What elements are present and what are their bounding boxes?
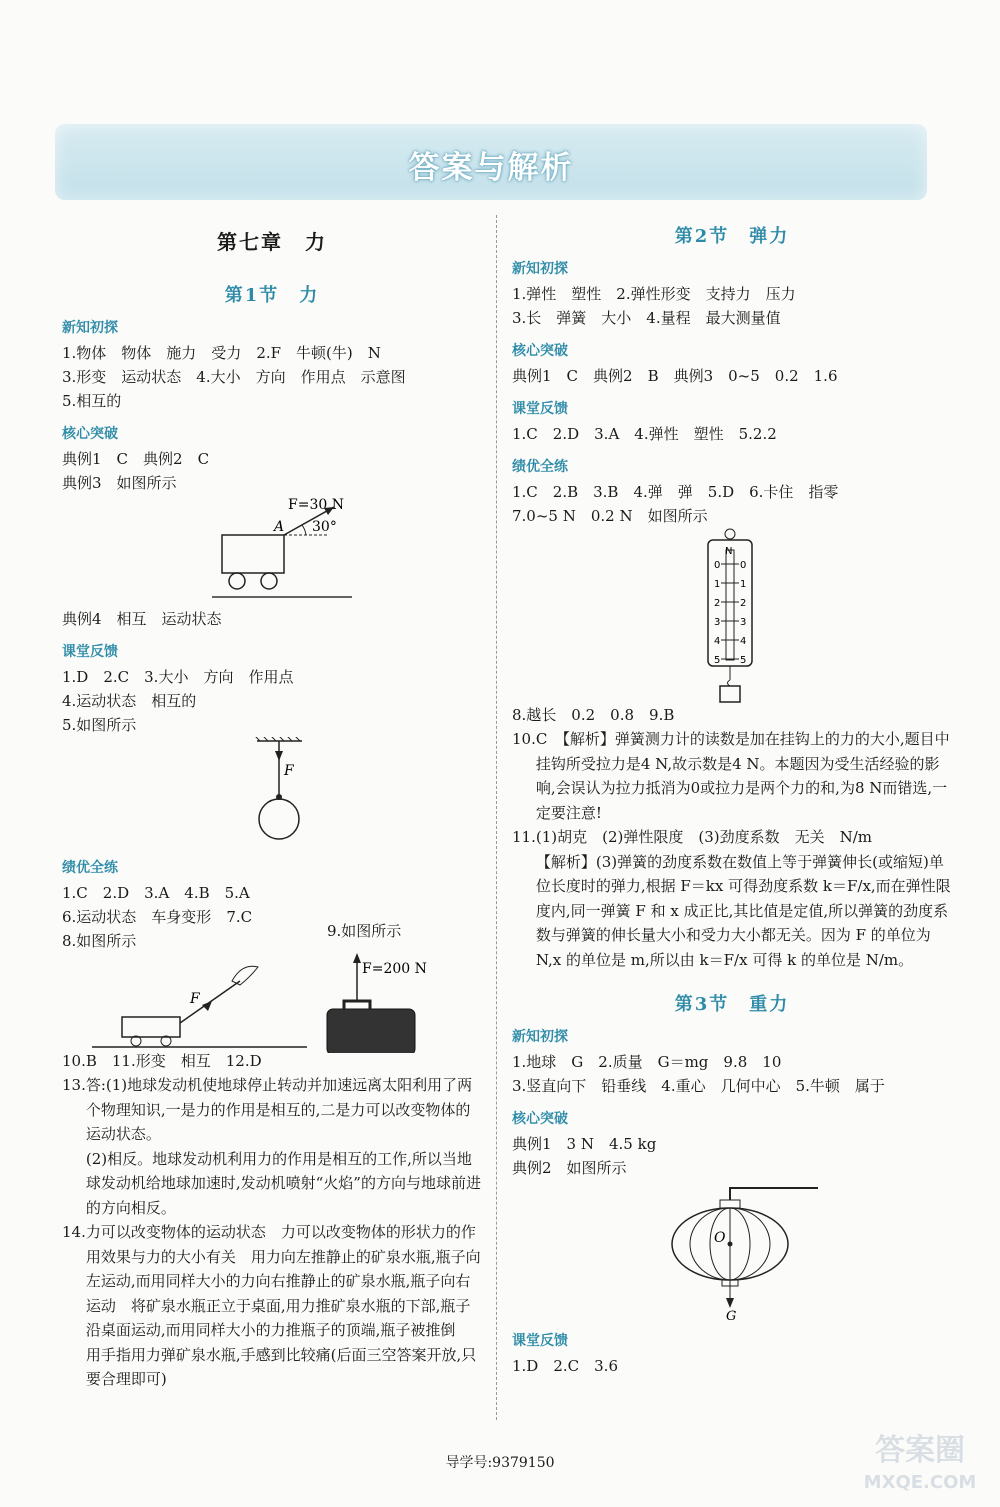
- svg-text:答案圈: 答案圈: [875, 1433, 965, 1468]
- subheading: 新知初探: [512, 261, 568, 277]
- answer-paragraph: (1)胡克 (2)弹性限度 (3)劲度系数 无关 N/m: [535, 828, 873, 846]
- answer-line: 7.0~5 N 0.2 N 如图所示: [512, 507, 708, 525]
- page-footer: 导学号:9379150: [445, 1455, 555, 1471]
- question-14: [62, 1220, 482, 1392]
- subheading: 核心突破: [512, 343, 568, 359]
- subheading: 课堂反馈: [512, 1333, 568, 1349]
- answer-line: 1.C 2.D 3.A 4.弹性 塑性 5.2.2: [512, 425, 777, 443]
- scale-tick-label: 1: [740, 579, 747, 590]
- answer-line: 典例2 如图所示: [512, 1159, 627, 1177]
- point-label: A: [274, 519, 285, 535]
- answer-line: 5.相互的: [62, 392, 122, 410]
- scale-tick-label: 0: [714, 560, 721, 571]
- answer-paragraph: C 【解析】弹簧测力计的读数是加在挂钩上的力的大小,题目中挂钩所受拉力是4 N,故示数是4 N。本题因为受生活经验的影响,会误认为拉力抵消为0或拉力是两个力的和,为8 N而错选,一定要注意!: [535, 730, 950, 822]
- answer-paragraph: 答:(1)地球发动机使地球停止转动并加速远离太阳利用了两个物理知识,一是力的作用是相互的,二是力可以改变物体的运动状态。: [85, 1076, 473, 1143]
- answer-line: 8.越长 0.2 0.8 9.B: [512, 706, 675, 724]
- spring-scale-figure: [512, 528, 952, 703]
- answer-line: 1.弹性 塑性 2.弹性形变 支持力 压力: [512, 285, 796, 303]
- section-title-1: 第1节 力: [224, 285, 320, 306]
- subheading: 绩优全练: [512, 459, 568, 475]
- subheading: 新知初探: [62, 320, 118, 336]
- subheading: 新知初探: [512, 1029, 568, 1045]
- page-title: 答案与解析: [408, 150, 574, 186]
- answer-line: 1.C 2.D 3.A 4.B 5.A: [62, 884, 250, 902]
- answer-line: 典例3 如图所示: [62, 474, 177, 492]
- answer-line: 1.地球 G 2.质量 G＝mg 9.8 10: [512, 1053, 782, 1071]
- answer-line: 8.如图所示: [62, 932, 137, 950]
- subheading: 绩优全练: [62, 860, 118, 876]
- subheading: 课堂反馈: [512, 401, 568, 417]
- answer-line: 3.长 弹簧 大小 4.量程 最大测量值: [512, 309, 781, 327]
- force-label: F: [284, 763, 294, 779]
- answer-line: 3.竖直向下 铅垂线 4.重心 几何中心 5.牛顿 属于: [512, 1077, 885, 1095]
- answer-line: 3.形变 运动状态 4.大小 方向 作用点 示意图: [62, 368, 406, 386]
- scale-tick-label: 3: [714, 617, 721, 628]
- answer-line: 10.B 11.形变 相互 12.D: [62, 1052, 262, 1070]
- answer-line: 1.D 2.C 3.6: [512, 1357, 618, 1375]
- cart-force-figure: [62, 495, 482, 607]
- force-label: F=200 N: [362, 961, 427, 977]
- right-column: [512, 222, 952, 1378]
- figures-8-9: [62, 922, 482, 1049]
- column-divider: [496, 215, 497, 1420]
- scale-tick-label: 2: [714, 598, 721, 609]
- answer-line: 典例1 C 典例2 B 典例3 0~5 0.2 1.6: [512, 367, 838, 385]
- answer-line: 典例4 相互 运动状态: [62, 610, 222, 628]
- answer-line: 1.D 2.C 3.大小 方向 作用点: [62, 668, 294, 686]
- scale-tick-label: 5: [740, 655, 747, 666]
- answer-line: 典例1 C 典例2 C: [62, 450, 210, 468]
- scale-tick-label: 2: [740, 598, 747, 609]
- force-label: F: [190, 991, 200, 1007]
- answer-line: 4.运动状态 相互的: [62, 692, 197, 710]
- answer-paragraph: (2)相反。地球发动机利用力的作用是相互的工作,所以当地球发动机给地球加速时,发动机喷射“火焰”的方向与地球前进的方向相反。: [85, 1149, 481, 1217]
- answer-paragraph: 力可以改变物体的运动状态 力可以改变物体的形状力的作用效果与力的大小有关 用力向左推静止的矿泉水瓶,瓶子向左运动,而用同样大小的力向右推静止的矿泉水瓶,瓶子向右运动 将矿泉水瓶正立于桌面,用力推矿泉水瓶的下部,瓶子沿桌面运动,而用同样大小的力推瓶子的顶端,瓶子被推倒 用手指用力弹矿泉水瓶,手感到比较痛(后面三空答案开放,只要合理即可): [85, 1223, 481, 1388]
- section-title-2: 第2节 弹力: [674, 226, 790, 247]
- answer-line: 1.物体 物体 施力 受力 2.F 牛顿(牛) N: [62, 344, 381, 362]
- center-label: O: [714, 1230, 726, 1246]
- answer-line: 1.C 2.B 3.B 4.弹 弹 5.D 6.卡住 指零: [512, 483, 839, 501]
- scale-tick-label: 4: [714, 636, 721, 647]
- spring-scale-diagram: [512, 528, 952, 703]
- lantern-diagram: [512, 1180, 952, 1320]
- scale-tick-label: 5: [714, 655, 721, 666]
- question-11: [512, 825, 952, 972]
- scale-tick-label: 3: [740, 617, 747, 628]
- question-number: 14.: [62, 1223, 86, 1241]
- lantern-figure: [512, 1180, 952, 1320]
- answer-line: 5.如图所示: [62, 716, 137, 734]
- question-number: 11.: [512, 828, 536, 846]
- question-number: 13.: [62, 1076, 86, 1094]
- header-banner: [55, 124, 927, 200]
- force-label: F=30 N: [288, 497, 344, 513]
- answer-line: 典例1 3 N 4.5 kg: [512, 1135, 657, 1153]
- left-column: [62, 222, 482, 1392]
- unit-label: N: [725, 546, 733, 557]
- subheading: 核心突破: [62, 426, 118, 442]
- scale-tick-label: 1: [714, 579, 721, 590]
- scale-tick-label: 4: [740, 636, 747, 647]
- answer-paragraph: 【解析】(3)弹簧的劲度系数在数值上等于弹簧伸长(或缩短)单位长度时的弹力,根据 F＝kx 可得劲度系数 k＝F/x,而在弹性限度内,同一弹簧 F 和 x 成正比,其比值是定值,所以弹簧的劲度系数与弹簧的伸长量大小和受力大小都无关。因为 F 的单位为 N,x 的单位是 m,所以由 k＝F/x 可得 k 的单位是 N/m。: [535, 852, 951, 969]
- question-13: [62, 1073, 482, 1220]
- gravity-label: G: [726, 1309, 737, 1320]
- angle-label: 30°: [312, 519, 337, 535]
- question-number: 10.: [512, 730, 536, 748]
- question-10: [512, 727, 952, 825]
- chapter-title: 第七章 力: [217, 230, 327, 254]
- subheading: 核心突破: [512, 1111, 568, 1127]
- scale-tick-label: 0: [740, 560, 747, 571]
- pendulum-diagram: [62, 737, 482, 847]
- cart-force-diagram: [62, 495, 482, 607]
- watermark-logo: [850, 1420, 990, 1498]
- svg-text:MXQE.COM: MXQE.COM: [863, 1472, 977, 1493]
- section-title-3: 第3节 重力: [674, 994, 790, 1015]
- answer-line: 9.如图所示: [327, 922, 402, 940]
- pendulum-figure: [62, 737, 482, 847]
- answer-line: 6.运动状态 车身变形 7.C: [62, 908, 253, 926]
- subheading: 课堂反馈: [62, 644, 118, 660]
- cart-pull-diagram: [62, 953, 482, 1053]
